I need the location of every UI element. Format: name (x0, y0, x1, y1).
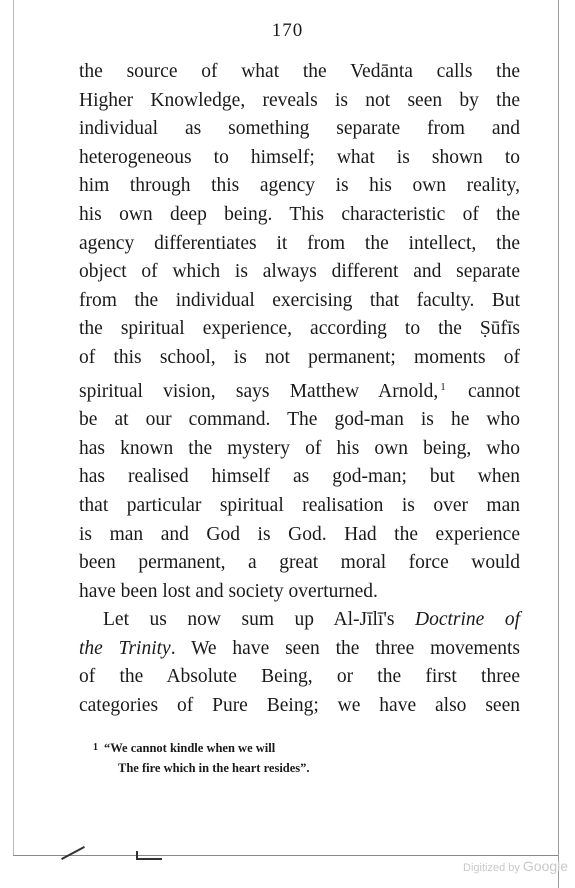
text-line: individual as something separate from and (79, 118, 520, 140)
page-edge-right (558, 0, 559, 888)
page-number: 170 (271, 20, 304, 41)
text-line: the spiritual experience, according to the Ṣūfīs (79, 318, 520, 340)
text-line: Higher Knowledge, reveals is not seen by the (79, 89, 520, 111)
page-edge-left (13, 0, 14, 855)
text-line: agency differentiates it from the intellect, the (79, 232, 520, 254)
watermark-prefix: Digitized by (463, 862, 520, 874)
book-title-italic: the Trinity (79, 637, 171, 659)
text-line: him through this agency is his own reality, (79, 175, 520, 197)
text-line: categories of Pure Being; we have also seen (79, 695, 520, 717)
book-title-italic: Doctrine of (415, 609, 521, 631)
scan-mark (136, 858, 162, 860)
footnote-line: The fire which in the heart resides”. (118, 761, 310, 775)
text-line-with-footnote (79, 373, 520, 407)
footnote-line (93, 738, 310, 758)
text-line: be at our command. The god-man is he who (79, 409, 520, 431)
text-segment: Let us now sum up Al-Jīlī's (103, 609, 395, 631)
text-segment: spiritual vision, says Matthew Arnold, (79, 380, 439, 402)
watermark-brand: Google (522, 858, 569, 874)
text-line (79, 606, 520, 635)
text-line: has realised himself as god-man; but when (79, 466, 520, 488)
text-line: been permanent, a great moral force would (79, 552, 520, 574)
footnote-reference: 1 (440, 380, 446, 393)
text-line: of the Absolute Being, or the first three (79, 666, 520, 688)
text-line: that particular spiritual realisation is over man (79, 494, 520, 516)
page-edge-bottom (13, 855, 558, 856)
footnote (93, 738, 310, 778)
text-line: object of which is always different and separate (79, 261, 520, 283)
text-line: from the individual exercising that faculty. But (79, 289, 520, 311)
text-segment: . We have seen the three movements (170, 637, 520, 659)
text-line: is man and God is God. Had the experience (79, 523, 520, 545)
footnote-marker: 1 (93, 742, 98, 753)
text-line: of this school, is not permanent; moments of (79, 346, 520, 368)
text-line: have been lost and society overturned. (79, 580, 378, 602)
body-text (79, 58, 520, 721)
text-segment: cannot (468, 380, 521, 402)
scan-mark (61, 846, 85, 860)
text-line (79, 635, 520, 664)
text-line: heterogeneous to himself; what is shown to (79, 146, 520, 168)
text-line: the source of what the Vedānta calls the (79, 61, 520, 82)
scan-mark (136, 851, 138, 859)
text-line: his own deep being. This characteristic of the (79, 203, 520, 225)
text-line: has known the mystery of his own being, who (79, 437, 520, 459)
footnote-text: “We cannot kindle when we will (104, 741, 276, 755)
digitized-watermark (463, 858, 568, 874)
